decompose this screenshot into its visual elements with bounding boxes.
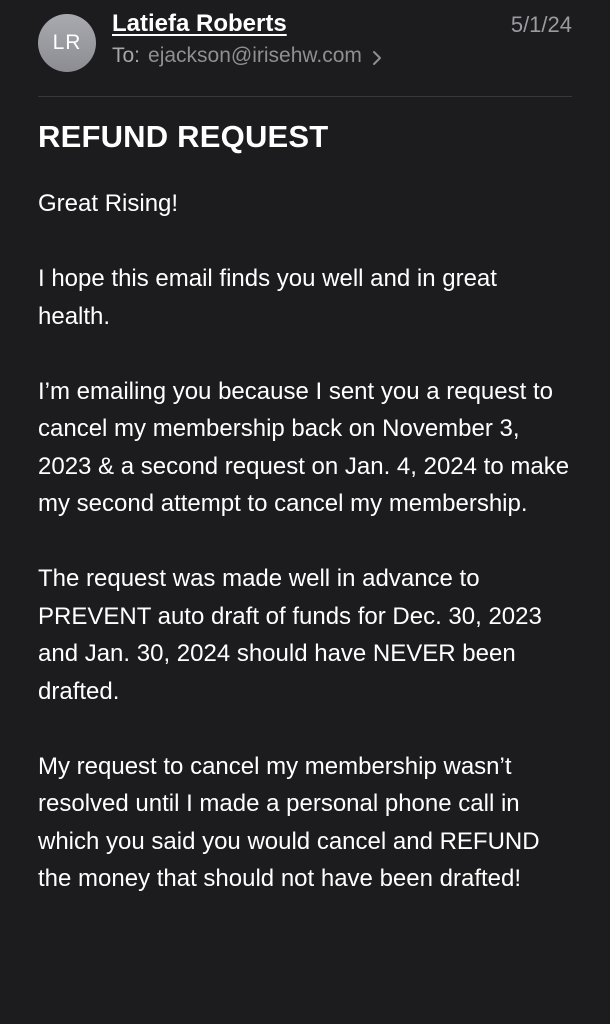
- email-header: [38, 0, 572, 97]
- body-paragraph: The request was made well in advance to PREVENT auto draft of funds for Dec. 30, 2023 and Jan. 30, 2024 should have NEVER been drafted.: [38, 565, 542, 705]
- body-paragraph: My request to cancel my membership wasn’t resolved until I made a personal phone call in which you said you would cancel and REFUND the money that should not have been drafted!: [38, 752, 540, 892]
- sender-name[interactable]: Latiefa Roberts: [112, 10, 287, 37]
- recipient-line[interactable]: [112, 44, 382, 68]
- email-subject: REFUND REQUEST: [38, 119, 329, 154]
- email-body: [38, 185, 572, 898]
- recipient-address[interactable]: ejackson@irisehw.com: [148, 44, 362, 67]
- body-paragraph: Great Rising!: [38, 190, 179, 217]
- body-paragraph: I’m emailing you because I sent you a request to cancel my membership back on November 3, 2023 & a second request on Jan. 4, 2024 to make my second attempt to cancel my membership.: [38, 377, 570, 517]
- email-date: 5/1/24: [510, 12, 572, 37]
- to-label: To:: [112, 44, 141, 67]
- avatar[interactable]: [38, 14, 96, 72]
- avatar-initials: LR: [52, 31, 82, 54]
- body-paragraph: I hope this email finds you well and in great health.: [38, 265, 497, 330]
- chevron-right-icon[interactable]: [372, 48, 382, 64]
